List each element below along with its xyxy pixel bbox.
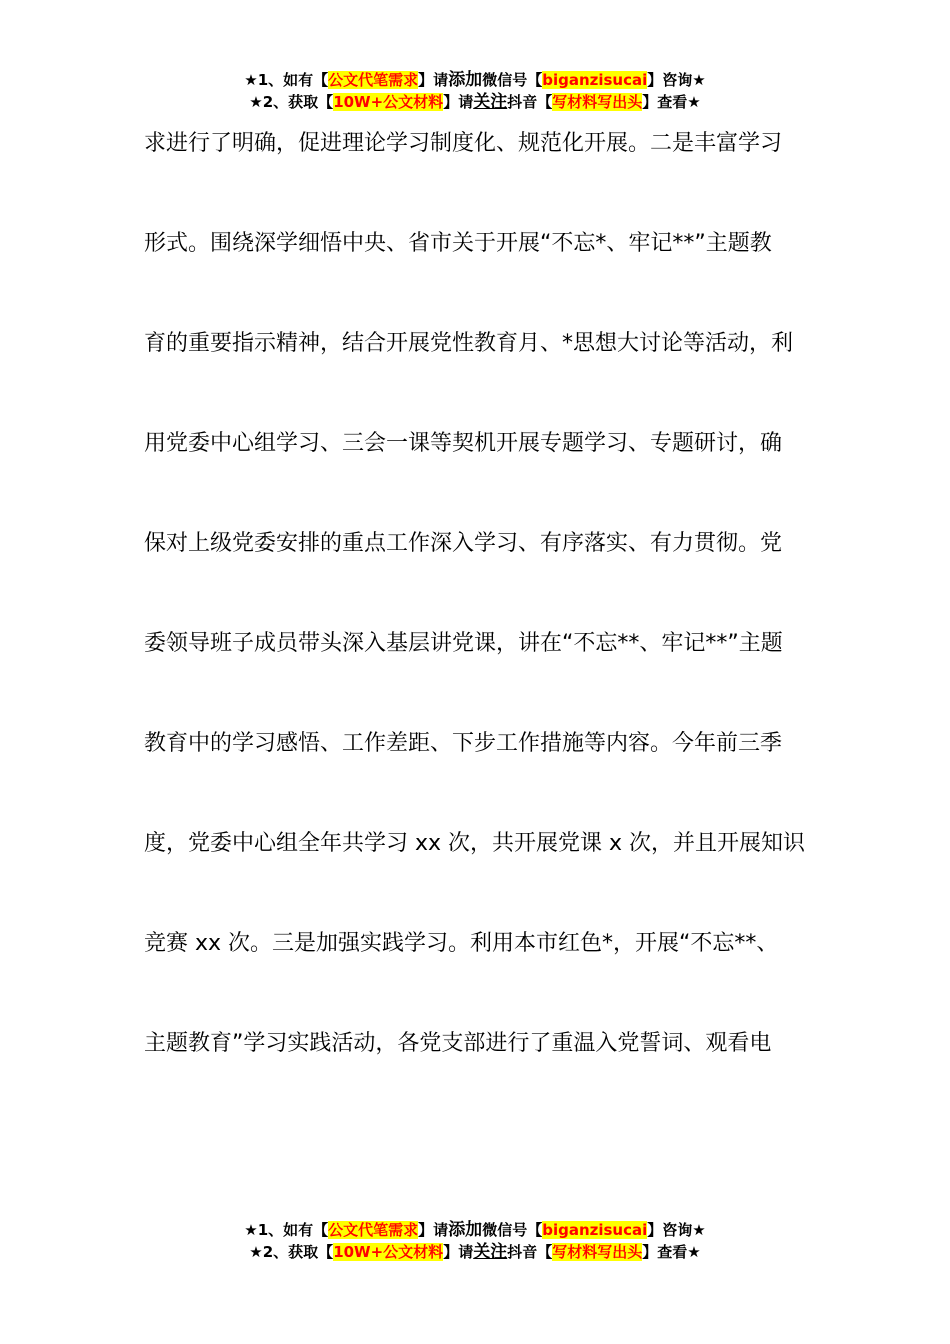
header-line-2-highlight-douyin: 写材料写出头 [552, 93, 643, 111]
body-line: 用党委中心组学习、三会一课等契机开展专题学习、专题研讨，确 [144, 431, 783, 456]
footer-line-2-emphasis: 关注 [473, 1242, 508, 1262]
header-line-2-highlight-materials: 10W+公文材料 [333, 93, 444, 111]
header-line-2 [0, 91, 950, 113]
footer-line-1-mid2: 微信号【 [482, 1221, 543, 1239]
footer-line-1-highlight-wechat: biganzisucai [542, 1221, 648, 1239]
body-line: 教育中的学习感悟、工作差距、下步工作措施等内容。今年前三季 [144, 731, 783, 756]
footer-line-1-highlight-service: 公文代笔需求 [328, 1221, 419, 1239]
footer-line-2-highlight-douyin: 写材料写出头 [552, 1243, 643, 1261]
footer-line-1 [0, 1219, 950, 1241]
footer-line-2 [0, 1241, 950, 1263]
header-line-2-emphasis: 关注 [473, 92, 508, 112]
header-line-2-suffix: 】查看★ [642, 93, 701, 111]
header-line-1-mid: 】请 [418, 71, 449, 89]
footer-line-1-emphasis: 添加 [448, 1220, 483, 1240]
document-body [144, 124, 824, 1124]
header-line-2-mid2: 抖音【 [507, 93, 553, 111]
body-line: 形式。围绕深学细悟中央、省市关于开展“不忘*、牢记**”主题教 [144, 231, 772, 256]
footer-line-2-mid: 】请 [443, 1243, 474, 1261]
header-line-1-highlight-wechat: biganzisucai [542, 71, 648, 89]
header-line-1-suffix: 】咨询★ [647, 71, 706, 89]
footer-line-1-mid: 】请 [418, 1221, 449, 1239]
header-line-2-mid: 】请 [443, 93, 474, 111]
body-line: 竞赛 xx 次。三是加强实践学习。利用本市红色*，开展“不忘**、 [144, 931, 779, 956]
header-line-1-mid2: 微信号【 [482, 71, 543, 89]
footer-line-1-suffix: 】咨询★ [647, 1221, 706, 1239]
footer-line-1-prefix: ★1、如有【 [244, 1221, 329, 1239]
footer-banner [0, 1219, 950, 1263]
footer-line-2-mid2: 抖音【 [507, 1243, 553, 1261]
body-line: 育的重要指示精神，结合开展党性教育月、*思想大讨论等活动，利 [144, 331, 794, 356]
body-line: 主题教育”学习实践活动，各党支部进行了重温入党誓词、观看电 [144, 1031, 772, 1056]
header-line-1 [0, 69, 950, 91]
footer-line-2-suffix: 】查看★ [642, 1243, 701, 1261]
body-line: 度，党委中心组全年共学习 xx 次，共开展党课 x 次，并且开展知识 [144, 831, 806, 856]
header-line-1-emphasis: 添加 [448, 70, 483, 90]
header-line-1-highlight-service: 公文代笔需求 [328, 71, 419, 89]
footer-line-2-prefix: ★2、获取【 [249, 1243, 334, 1261]
header-banner [0, 69, 950, 113]
body-line: 保对上级党委安排的重点工作深入学习、有序落实、有力贯彻。党 [144, 531, 783, 556]
body-line: 求进行了明确，促进理论学习制度化、规范化开展。二是丰富学习 [144, 131, 783, 156]
body-line: 委领导班子成员带头深入基层讲党课，讲在“不忘**、牢记**”主题 [144, 631, 783, 656]
footer-line-2-highlight-materials: 10W+公文材料 [333, 1243, 444, 1261]
header-line-1-prefix: ★1、如有【 [244, 71, 329, 89]
header-line-2-prefix: ★2、获取【 [249, 93, 334, 111]
